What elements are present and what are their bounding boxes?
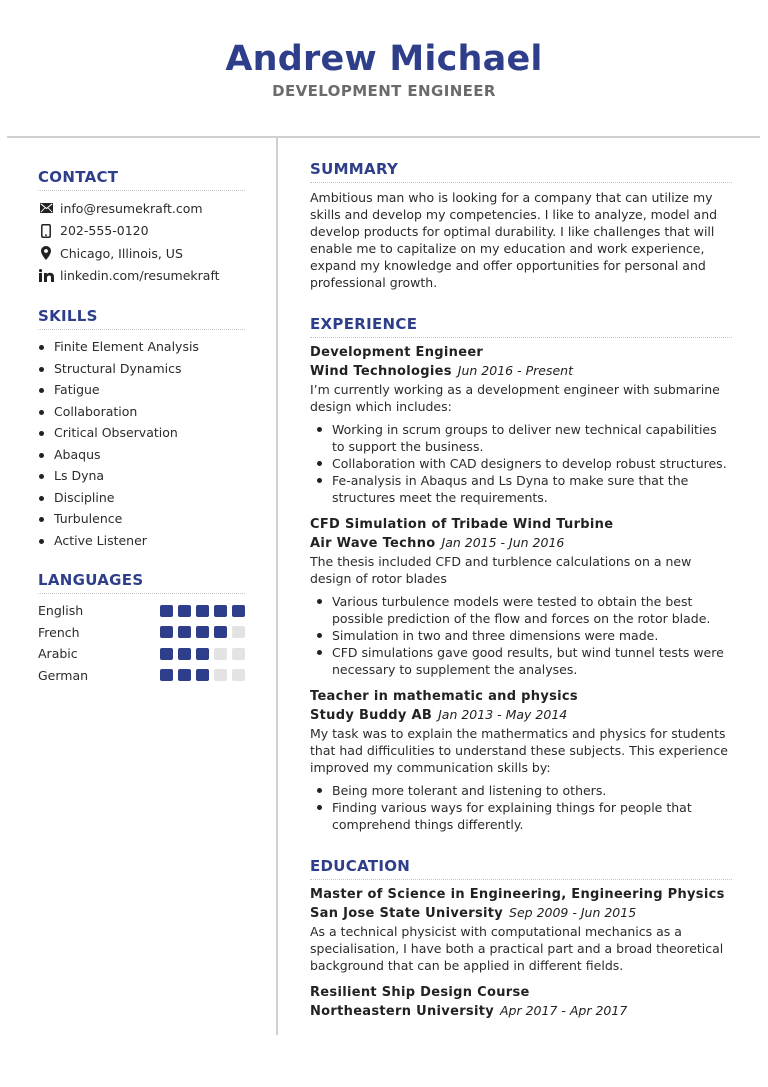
school-name: San Jose State University bbox=[310, 906, 504, 921]
job-title: Teacher in mathematic and physics bbox=[310, 689, 578, 704]
contact-phone bbox=[38, 220, 245, 243]
level-dot-filled bbox=[196, 648, 209, 660]
level-dot-filled bbox=[160, 626, 173, 638]
job-title: Development Engineer bbox=[310, 345, 484, 360]
level-dot-empty bbox=[214, 648, 227, 660]
job-bullet: Working in scrum groups to deliver new technical capabilities to support the business. bbox=[310, 421, 732, 455]
level-dot-empty bbox=[232, 648, 245, 660]
education-dates: Apr 2017 - Apr 2017 bbox=[500, 1003, 628, 1018]
skill-item: Finite Element Analysis bbox=[38, 336, 245, 358]
contact-linkedin-text[interactable]: linkedin.com/resumekraft bbox=[60, 268, 220, 284]
linkedin-icon bbox=[38, 269, 54, 282]
level-dot-empty bbox=[232, 626, 245, 638]
level-dot-filled bbox=[214, 626, 227, 638]
level-dot-filled bbox=[214, 605, 227, 617]
job-bullets bbox=[310, 782, 732, 833]
contact-location-text: Chicago, Illinois, US bbox=[60, 245, 183, 261]
language-name: English bbox=[38, 603, 84, 619]
contact-title: CONTACT bbox=[38, 168, 245, 191]
level-dot-filled bbox=[178, 648, 191, 660]
level-dot-filled bbox=[232, 605, 245, 617]
job-description: The thesis included CFD and turblence calculations on a new design of rotor blades bbox=[310, 554, 692, 586]
experience-entry bbox=[310, 688, 732, 833]
school-name: Northeastern University bbox=[310, 1004, 494, 1019]
language-row bbox=[38, 643, 245, 665]
map-pin-icon bbox=[38, 246, 54, 260]
level-dot-filled bbox=[178, 626, 191, 638]
education-entry bbox=[310, 886, 732, 974]
degree-title: Resilient Ship Design Course bbox=[310, 985, 530, 1000]
skills-title: SKILLS bbox=[38, 307, 245, 330]
skill-item: Active Listener bbox=[38, 530, 245, 552]
level-dot-filled bbox=[196, 605, 209, 617]
contact-section bbox=[38, 168, 245, 287]
language-name: Arabic bbox=[38, 646, 78, 662]
header-divider bbox=[7, 136, 760, 138]
skill-item: Collaboration bbox=[38, 401, 245, 423]
level-dot-filled bbox=[160, 605, 173, 617]
job-bullets bbox=[310, 421, 732, 506]
left-column bbox=[38, 168, 245, 686]
contact-location bbox=[38, 242, 245, 265]
level-dot-filled bbox=[196, 626, 209, 638]
language-level bbox=[160, 669, 245, 681]
experience-entry bbox=[310, 344, 732, 506]
degree-title: Master of Science in Engineering, Engineering Physics bbox=[310, 887, 725, 902]
language-level bbox=[160, 605, 245, 617]
language-level bbox=[160, 626, 245, 638]
level-dot-filled bbox=[178, 605, 191, 617]
level-dot-filled bbox=[160, 669, 173, 681]
skill-item: Turbulence bbox=[38, 508, 245, 530]
skill-item: Ls Dyna bbox=[38, 465, 245, 487]
language-name: German bbox=[38, 667, 89, 683]
education-dates: Sep 2009 - Jun 2015 bbox=[509, 905, 637, 920]
level-dot-filled bbox=[178, 669, 191, 681]
level-dot-empty bbox=[214, 669, 227, 681]
job-bullet: Being more tolerant and listening to others. bbox=[310, 782, 732, 799]
skills-list bbox=[38, 336, 245, 551]
languages-list bbox=[38, 600, 245, 686]
experience-section bbox=[310, 315, 732, 833]
company-name: Wind Technologies bbox=[310, 364, 452, 379]
job-dates: Jan 2015 - Jun 2016 bbox=[441, 535, 565, 550]
skill-item: Critical Observation bbox=[38, 422, 245, 444]
job-bullet: CFD simulations gave good results, but wind tunnel tests were necessary to supplement the analyses. bbox=[310, 644, 732, 678]
envelope-icon bbox=[38, 203, 54, 213]
summary-section bbox=[310, 160, 732, 291]
column-divider bbox=[276, 137, 278, 1035]
language-row bbox=[38, 600, 245, 622]
job-title: CFD Simulation of Tribade Wind Turbine bbox=[310, 517, 614, 532]
job-description: I’m currently working as a development engineer with submarine design which includes: bbox=[310, 382, 720, 414]
job-dates: Jun 2016 - Present bbox=[457, 363, 573, 378]
phone-icon bbox=[38, 224, 54, 238]
skill-item: Abaqus bbox=[38, 444, 245, 466]
company-name: Study Buddy AB bbox=[310, 708, 433, 723]
languages-section bbox=[38, 571, 245, 686]
job-dates: Jan 2013 - May 2014 bbox=[438, 707, 568, 722]
education-section bbox=[310, 857, 732, 1021]
job-bullet: Collaboration with CAD designers to develop robust structures. bbox=[310, 455, 732, 472]
level-dot-filled bbox=[196, 669, 209, 681]
skill-item: Discipline bbox=[38, 487, 245, 509]
languages-title: LANGUAGES bbox=[38, 571, 245, 594]
education-entry bbox=[310, 984, 732, 1021]
education-description: As a technical physicist with computational mechanics as a specialisation, I have both a practical part and a broad theoretical background that can be applied in different fields. bbox=[310, 924, 724, 973]
experience-entry bbox=[310, 516, 732, 678]
job-bullets bbox=[310, 593, 732, 678]
candidate-name: Andrew Michael bbox=[225, 39, 543, 79]
language-row bbox=[38, 622, 245, 644]
skill-item: Fatigue bbox=[38, 379, 245, 401]
language-name: French bbox=[38, 624, 80, 640]
job-bullet: Various turbulence models were tested to obtain the best possible prediction of the flow and forces on the rotor blade. bbox=[310, 593, 732, 627]
job-bullet: Finding various ways for explaining things for people that comprehend things differently. bbox=[310, 799, 732, 833]
job-bullet: Simulation in two and three dimensions were made. bbox=[310, 627, 732, 644]
contact-phone-text: 202-555-0120 bbox=[60, 223, 149, 239]
summary-text: Ambitious man who is looking for a company that can utilize my skills and develop my competencies. I like to analyze, model and develop products for optimal durability. I like challenges that will enable me to capitalize on my education and work experience, expand my knowledge and offer opportunities for personal and professional growth. bbox=[310, 190, 718, 290]
right-column bbox=[310, 160, 732, 1031]
candidate-role: DEVELOPMENT ENGINEER bbox=[272, 82, 496, 100]
resume-header bbox=[0, 36, 768, 100]
level-dot-filled bbox=[160, 648, 173, 660]
contact-email bbox=[38, 197, 245, 220]
contact-linkedin bbox=[38, 265, 245, 288]
company-name: Air Wave Techno bbox=[310, 536, 436, 551]
education-title: EDUCATION bbox=[310, 857, 732, 880]
contact-email-text[interactable]: info@resumekraft.com bbox=[60, 200, 203, 216]
language-level bbox=[160, 648, 245, 660]
experience-title: EXPERIENCE bbox=[310, 315, 732, 338]
level-dot-empty bbox=[232, 669, 245, 681]
job-bullet: Fe-analysis in Abaqus and Ls Dyna to make sure that the structures meet the requirements. bbox=[310, 472, 732, 506]
job-description: My task was to explain the mathermatics and physics for students that had difficulities to understand these subjects. This experience improved my communication skills by: bbox=[310, 726, 728, 775]
skills-section bbox=[38, 307, 245, 551]
summary-title: SUMMARY bbox=[310, 160, 732, 183]
language-row bbox=[38, 665, 245, 687]
skill-item: Structural Dynamics bbox=[38, 358, 245, 380]
